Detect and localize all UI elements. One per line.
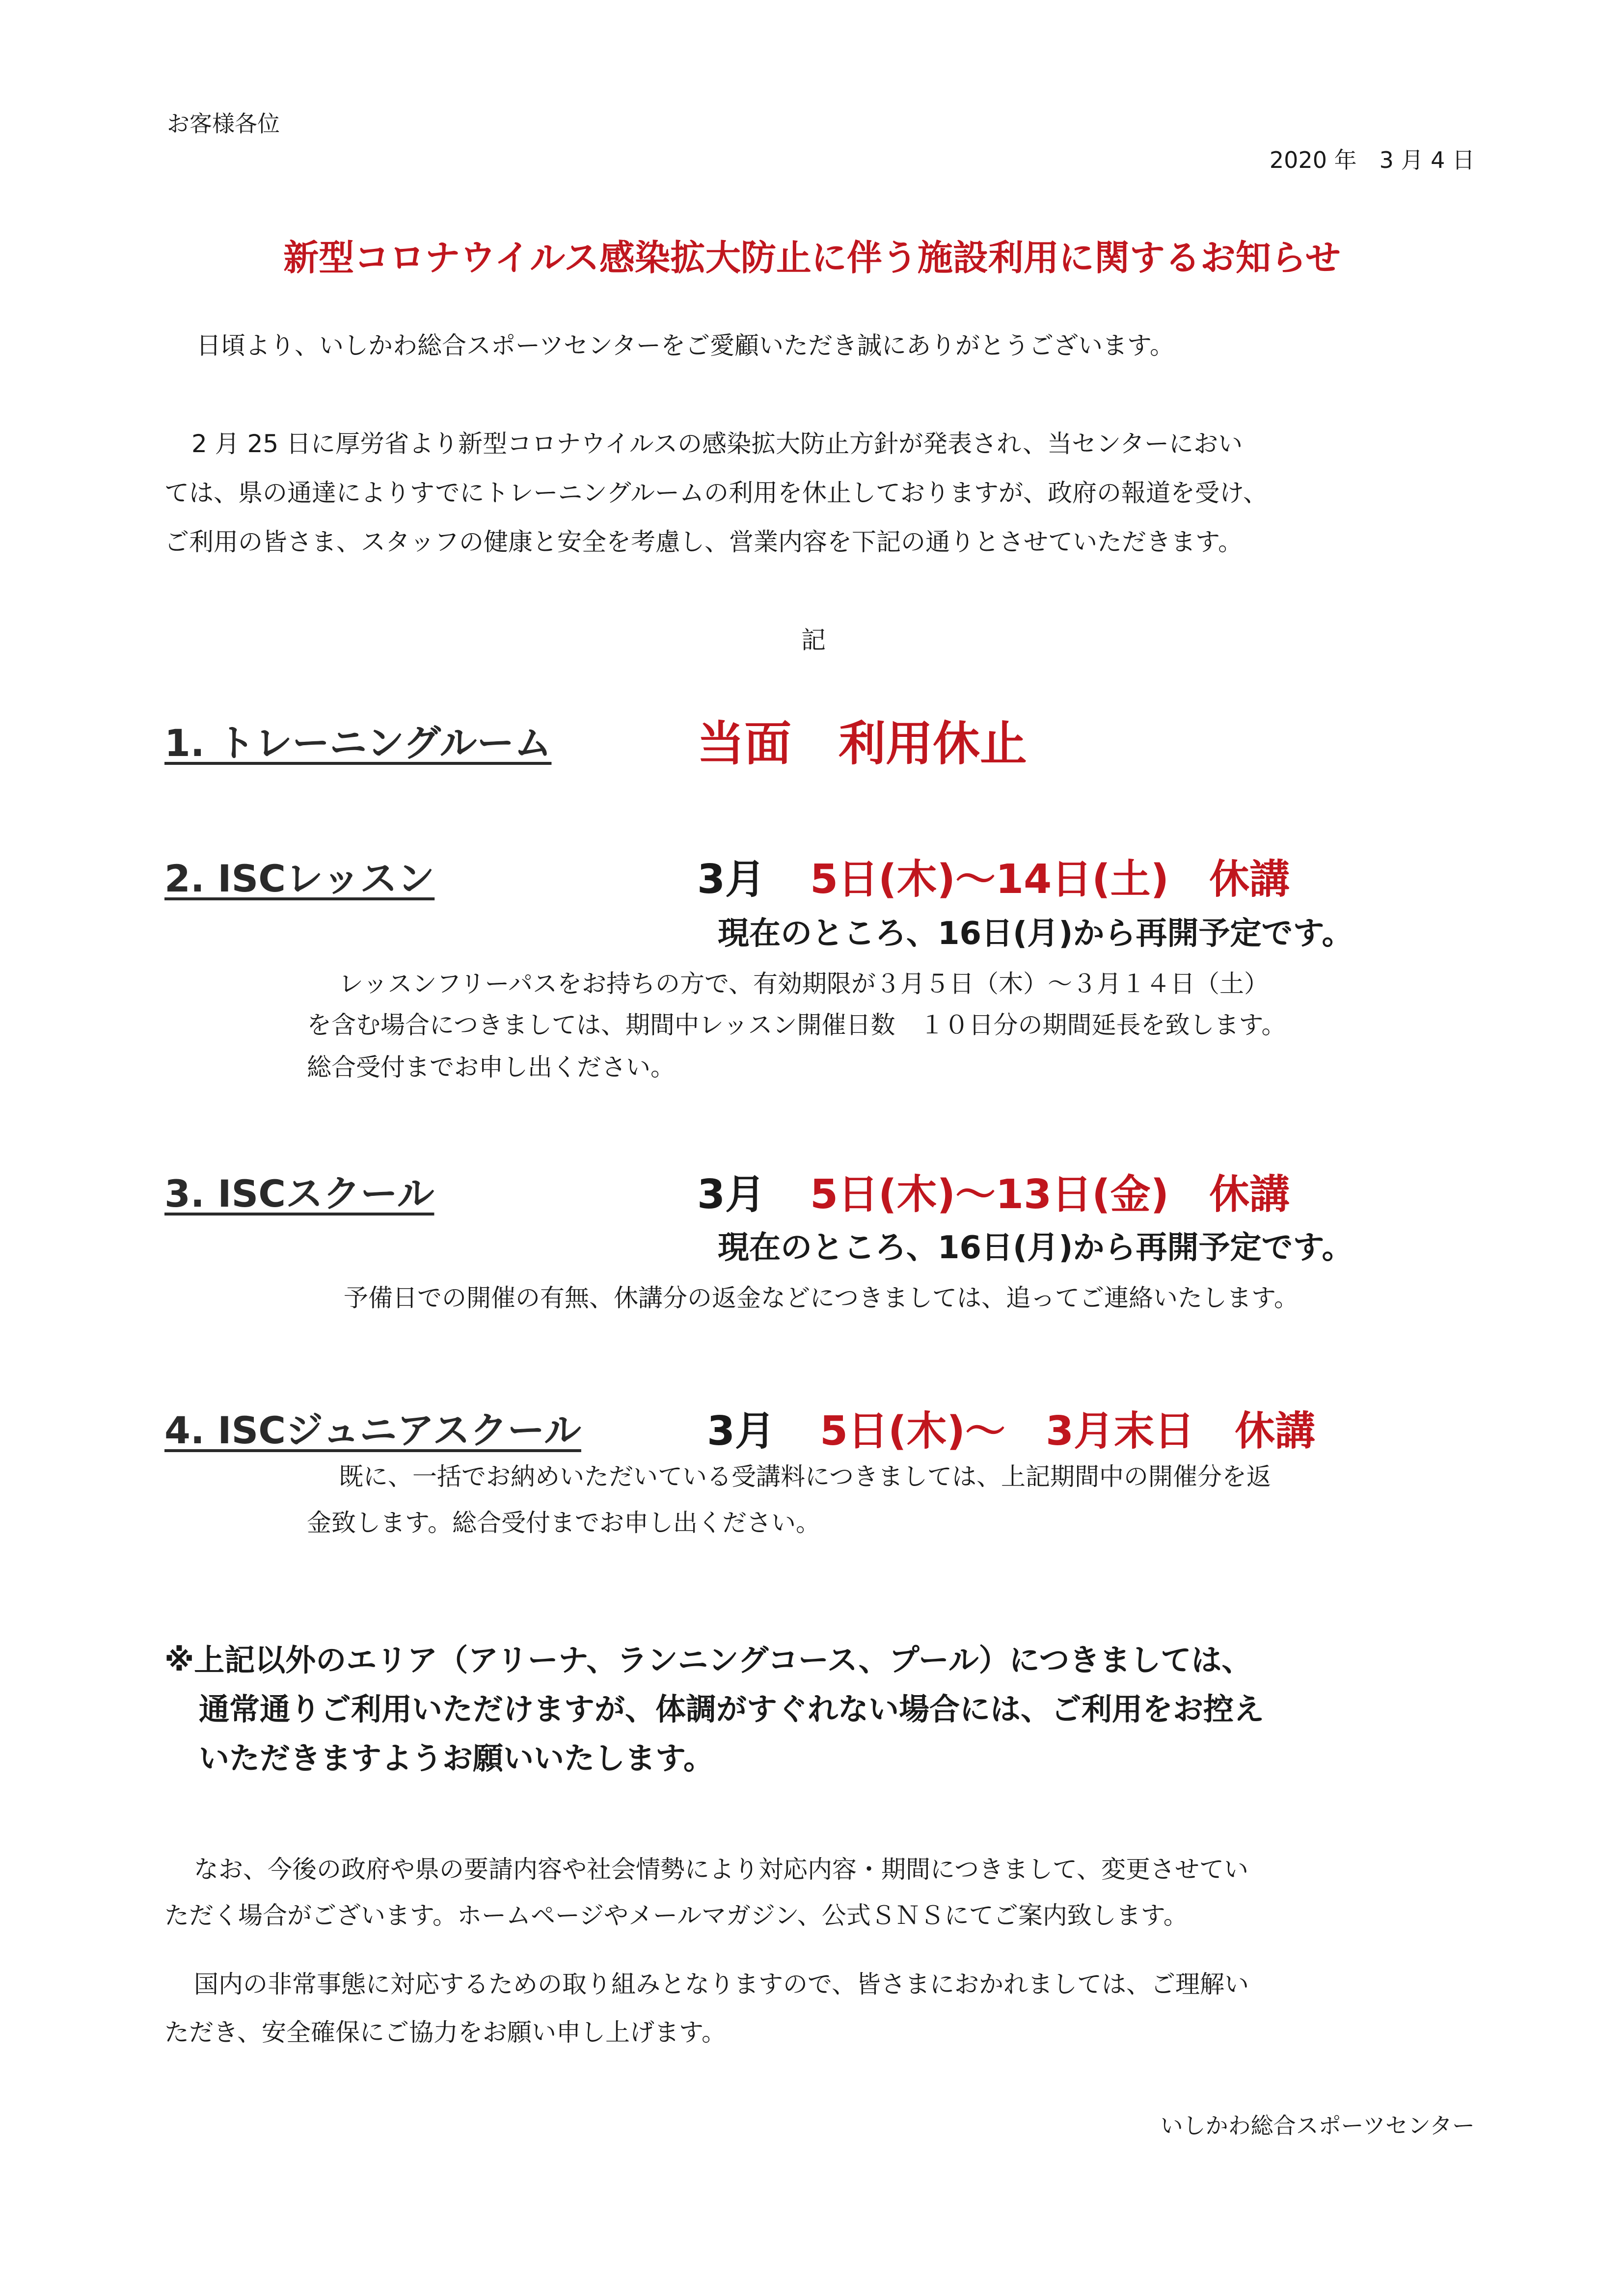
section-4-month: 3月 [707,1408,776,1455]
signature: いしかわ総合スポーツセンター [1160,2112,1475,2139]
section-4-detail-1: 既に、一括でお納めいただいている受講料につきましては、上記期間中の開催分を返 [339,1462,1271,1491]
closing-2-line-2: ただき、安全確保にご協力をお願い申し上げます。 [164,2018,726,2047]
greeting: 日頃より、いしかわ総合スポーツセンターをご愛顧いただき誠にありがとうございます。 [196,331,1174,360]
section-4-period: 5日(木)～ 3月末日 休講 [820,1408,1316,1455]
section-4-detail-2: 金致します。総合受付までお申し出ください。 [307,1509,820,1537]
addressee: お客様各位 [167,110,280,137]
intro-line-3: ご利用の皆さま、スタッフの健康と安全を考慮し、営業内容を下記の通りとさせていただきます。 [164,528,1243,556]
section-2-heading: 2. ISCレッスン [164,857,435,900]
section-4-heading: 4. ISCジュニアスクール [164,1408,581,1452]
page-title: 新型コロナウイルス感染拡大防止に伴う施設利用に関するお知らせ [283,237,1341,278]
section-2-detail-1: レッスンフリーパスをお持ちの方で、有効期限が３月５日（木）～３月１４日（土） [339,970,1269,998]
ki-mark: 記 [801,626,826,654]
section-3-detail-1: 予備日での開催の有無、休講分の返金などにつきましては、追ってご連絡いたします。 [344,1284,1299,1312]
note-line-1: ※上記以外のエリア（アリーナ、ランニングコース、プール）につきましては、 [164,1642,1252,1678]
note-line-3: いただきますようお願いいたします。 [199,1740,714,1776]
closing-1-line-2: ただく場合がございます。ホームページやメールマガジン、公式ＳＮＳにてご案内致します。 [164,1901,1188,1930]
section-1-status: 当面 利用休止 [697,716,1027,771]
section-2-resume: 現在のところ、16日(月)から再開予定です。 [718,916,1353,952]
note-line-2: 通常通りご利用いただけますが、体調がすぐれない場合には、ご利用をお控え [199,1691,1265,1727]
section-1-heading: 1. トレーニングルーム [164,721,552,765]
date: 2020 年 3 月 4 日 [1269,147,1475,173]
intro-line-1: 2 月 25 日に厚労省より新型コロナウイルスの感染拡大防止方針が発表され、当センターにおい [191,430,1243,458]
intro-line-2: ては、県の通達によりすでにトレーニングルームの利用を休止しておりますが、政府の報道を受け、 [164,479,1268,507]
closing-1-line-1: なお、今後の政府や県の要請内容や社会情勢により対応内容・期間につきまして、変更させてい [194,1855,1248,1884]
section-3-resume: 現在のところ、16日(月)から再開予定です。 [718,1230,1353,1266]
section-2-detail-3: 総合受付までお申し出ください。 [307,1053,675,1081]
section-2-period: 5日(木)～14日(土) 休講 [810,856,1290,903]
section-2-month: 3月 [697,856,766,903]
closing-2-line-1: 国内の非常事態に対応するための取り組みとなりますので、皆さまにおかれましては、ご理解い [194,1970,1249,1999]
section-3-month: 3月 [697,1171,766,1218]
section-2-detail-2: を含む場合につきましては、期間中レッスン開催日数 １０日分の期間延長を致します。 [307,1011,1286,1039]
section-3-period: 5日(木)～13日(金) 休講 [810,1171,1290,1218]
section-3-heading: 3. ISCスクール [164,1172,434,1216]
